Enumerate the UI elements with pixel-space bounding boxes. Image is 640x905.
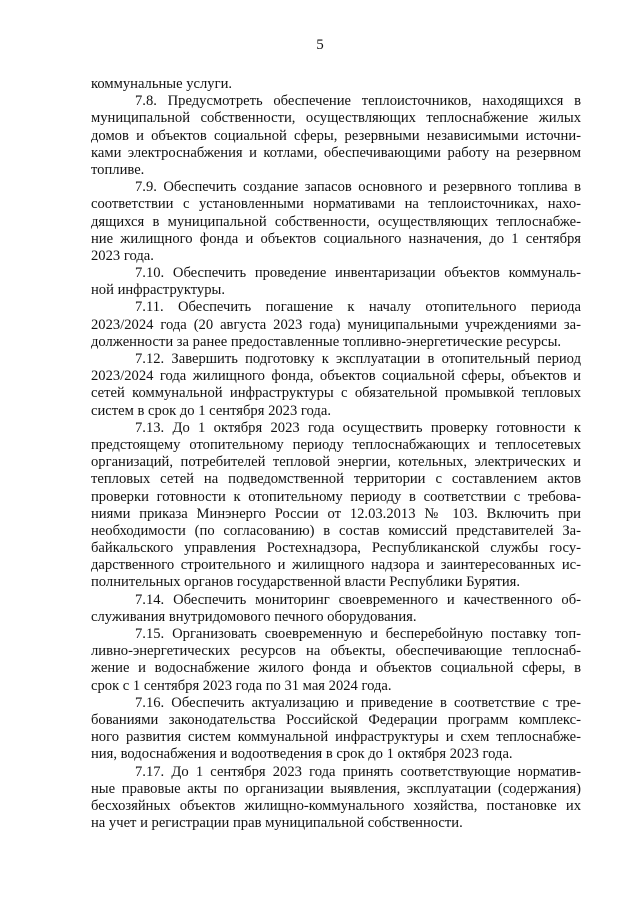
text-line: на учет и регистрации прав муниципальной собственности.	[91, 815, 463, 832]
document-body	[91, 76, 581, 832]
text-line: ния, водоснабжения и водоотведения в срок до 1 октября 2023 года.	[91, 746, 513, 763]
text-line: дящихся в муниципальной собственности, осуществляющих теплоснабже-	[91, 213, 581, 230]
text-line: ками электроснабжения и котлами, обеспечивающими работу на резервном	[91, 144, 581, 161]
text-line: 7.15. Организовать своевременную и бесперебойную поставку топ-	[135, 626, 581, 642]
text-line: жение и водоснабжение жилого фонда и объектов социальной сферы, в	[91, 660, 581, 677]
text-line: муниципальной собственности, осуществляющих теплоснабжение жилых	[91, 110, 581, 127]
text-line: систем в срок до 1 сентября 2023 года.	[91, 402, 331, 419]
text-line: необходимости (по согласованию) в состав комиссий представителей За-	[91, 522, 581, 539]
text-line: тепловых сетей на подведомственной территории с составлением актов	[91, 471, 581, 488]
paragraph-p-7-10	[91, 265, 581, 299]
text-line: 2023 года.	[91, 247, 154, 264]
paragraph-p-7-9	[91, 179, 581, 265]
text-line: ного развития систем коммунальной инфраструктуры и схем теплоснабже-	[91, 729, 581, 746]
text-line: топливе.	[91, 161, 145, 178]
text-line: служивания внутридомового печного оборудования.	[91, 608, 417, 625]
paragraph-p-7-16	[91, 695, 581, 764]
text-line: байкальского управления Ростехнадзора, Республиканской службы госу-	[91, 540, 581, 557]
text-line: соответствии с установленными нормативами на теплоисточниках, нахо-	[91, 196, 581, 213]
text-line: 7.13. До 1 октября 2023 года осуществить проверку готовности к	[135, 419, 581, 436]
paragraph-p-7-14	[91, 592, 581, 626]
text-line: 7.8. Предусмотреть обеспечение теплоисточников, находящихся в	[135, 93, 581, 110]
text-line: проверки готовности к отопительному периоду в соответствии с требова-	[91, 488, 581, 505]
page-number: 5	[316, 37, 324, 53]
paragraph-p-7-13	[91, 420, 581, 592]
text-line: 7.11. Обеспечить погашение к началу отопительного периода	[135, 299, 581, 316]
text-line: 7.12. Завершить подготовку к эксплуатации в отопительный период	[135, 351, 581, 367]
text-line: ные правовые акты по организации выявления, эксплуатации (содержания)	[91, 780, 581, 797]
text-line: 7.16. Обеспечить актуализацию и приведение в соответствие с тре-	[135, 694, 581, 711]
text-line: предстоящему отопительному периоду теплоснабжающих и теплосетевых	[91, 436, 581, 453]
text-line: долженности за ранее предоставленные топливно-энергетические ресурсы.	[91, 333, 562, 350]
text-line: сетей коммунальной инфраструктуры с обязательной промывкой тепловых	[91, 385, 581, 402]
text-line: 2023/2024 года (20 августа 2023 года) муниципальными учреждениями за-	[91, 316, 581, 333]
text-line: организаций, потребителей тепловой энергии, котельных, электрических и	[91, 454, 581, 471]
text-line: 7.14. Обеспечить мониторинг своевременного и качественного об-	[135, 591, 581, 608]
text-line: бованиями законодательства Российской Федерации программ комплекс-	[91, 711, 581, 728]
text-line: 7.17. До 1 сентября 2023 года принять соответствующие норматив-	[135, 763, 581, 780]
paragraph-p-cont	[91, 76, 581, 93]
text-line: дарственного строительного и жилищного надзора и заинтересованных ис-	[91, 557, 581, 574]
paragraph-p-7-12	[91, 351, 581, 420]
paragraph-p-7-8	[91, 93, 581, 179]
text-line: 2023/2024 года жилищного фонда, объектов социальной сферы, объектов и	[91, 368, 581, 385]
text-line: коммунальные услуги.	[91, 76, 233, 92]
text-line: ливно-энергетических ресурсов на объекты, обеспечивающие теплоснаб-	[91, 643, 581, 660]
paragraph-p-7-17	[91, 764, 581, 833]
text-line: домов и объектов социальной сферы, резервными независимыми источни-	[91, 127, 581, 144]
text-line: срок с 1 сентября 2023 года по 31 мая 2024 года.	[91, 677, 392, 694]
text-line: ной инфраструктуры.	[91, 282, 225, 299]
text-line: полнительных органов государственной власти Республики Бурятия.	[91, 574, 521, 591]
paragraph-p-7-15	[91, 626, 581, 695]
text-line: 7.9. Обеспечить создание запасов основного и резервного топлива в	[135, 179, 581, 196]
text-line: ние жилищного фонда и объектов социального назначения, до 1 сентября	[91, 230, 581, 247]
text-line: ниями приказа Минэнерго России от 12.03.2013 № 103. Включить при	[91, 505, 581, 522]
text-line: 7.10. Обеспечить проведение инвентаризации объектов коммуналь-	[135, 265, 581, 282]
paragraph-p-7-11	[91, 299, 581, 351]
text-line: бесхозяйных объектов жилищно-коммунального хозяйства, постановке их	[91, 797, 581, 814]
